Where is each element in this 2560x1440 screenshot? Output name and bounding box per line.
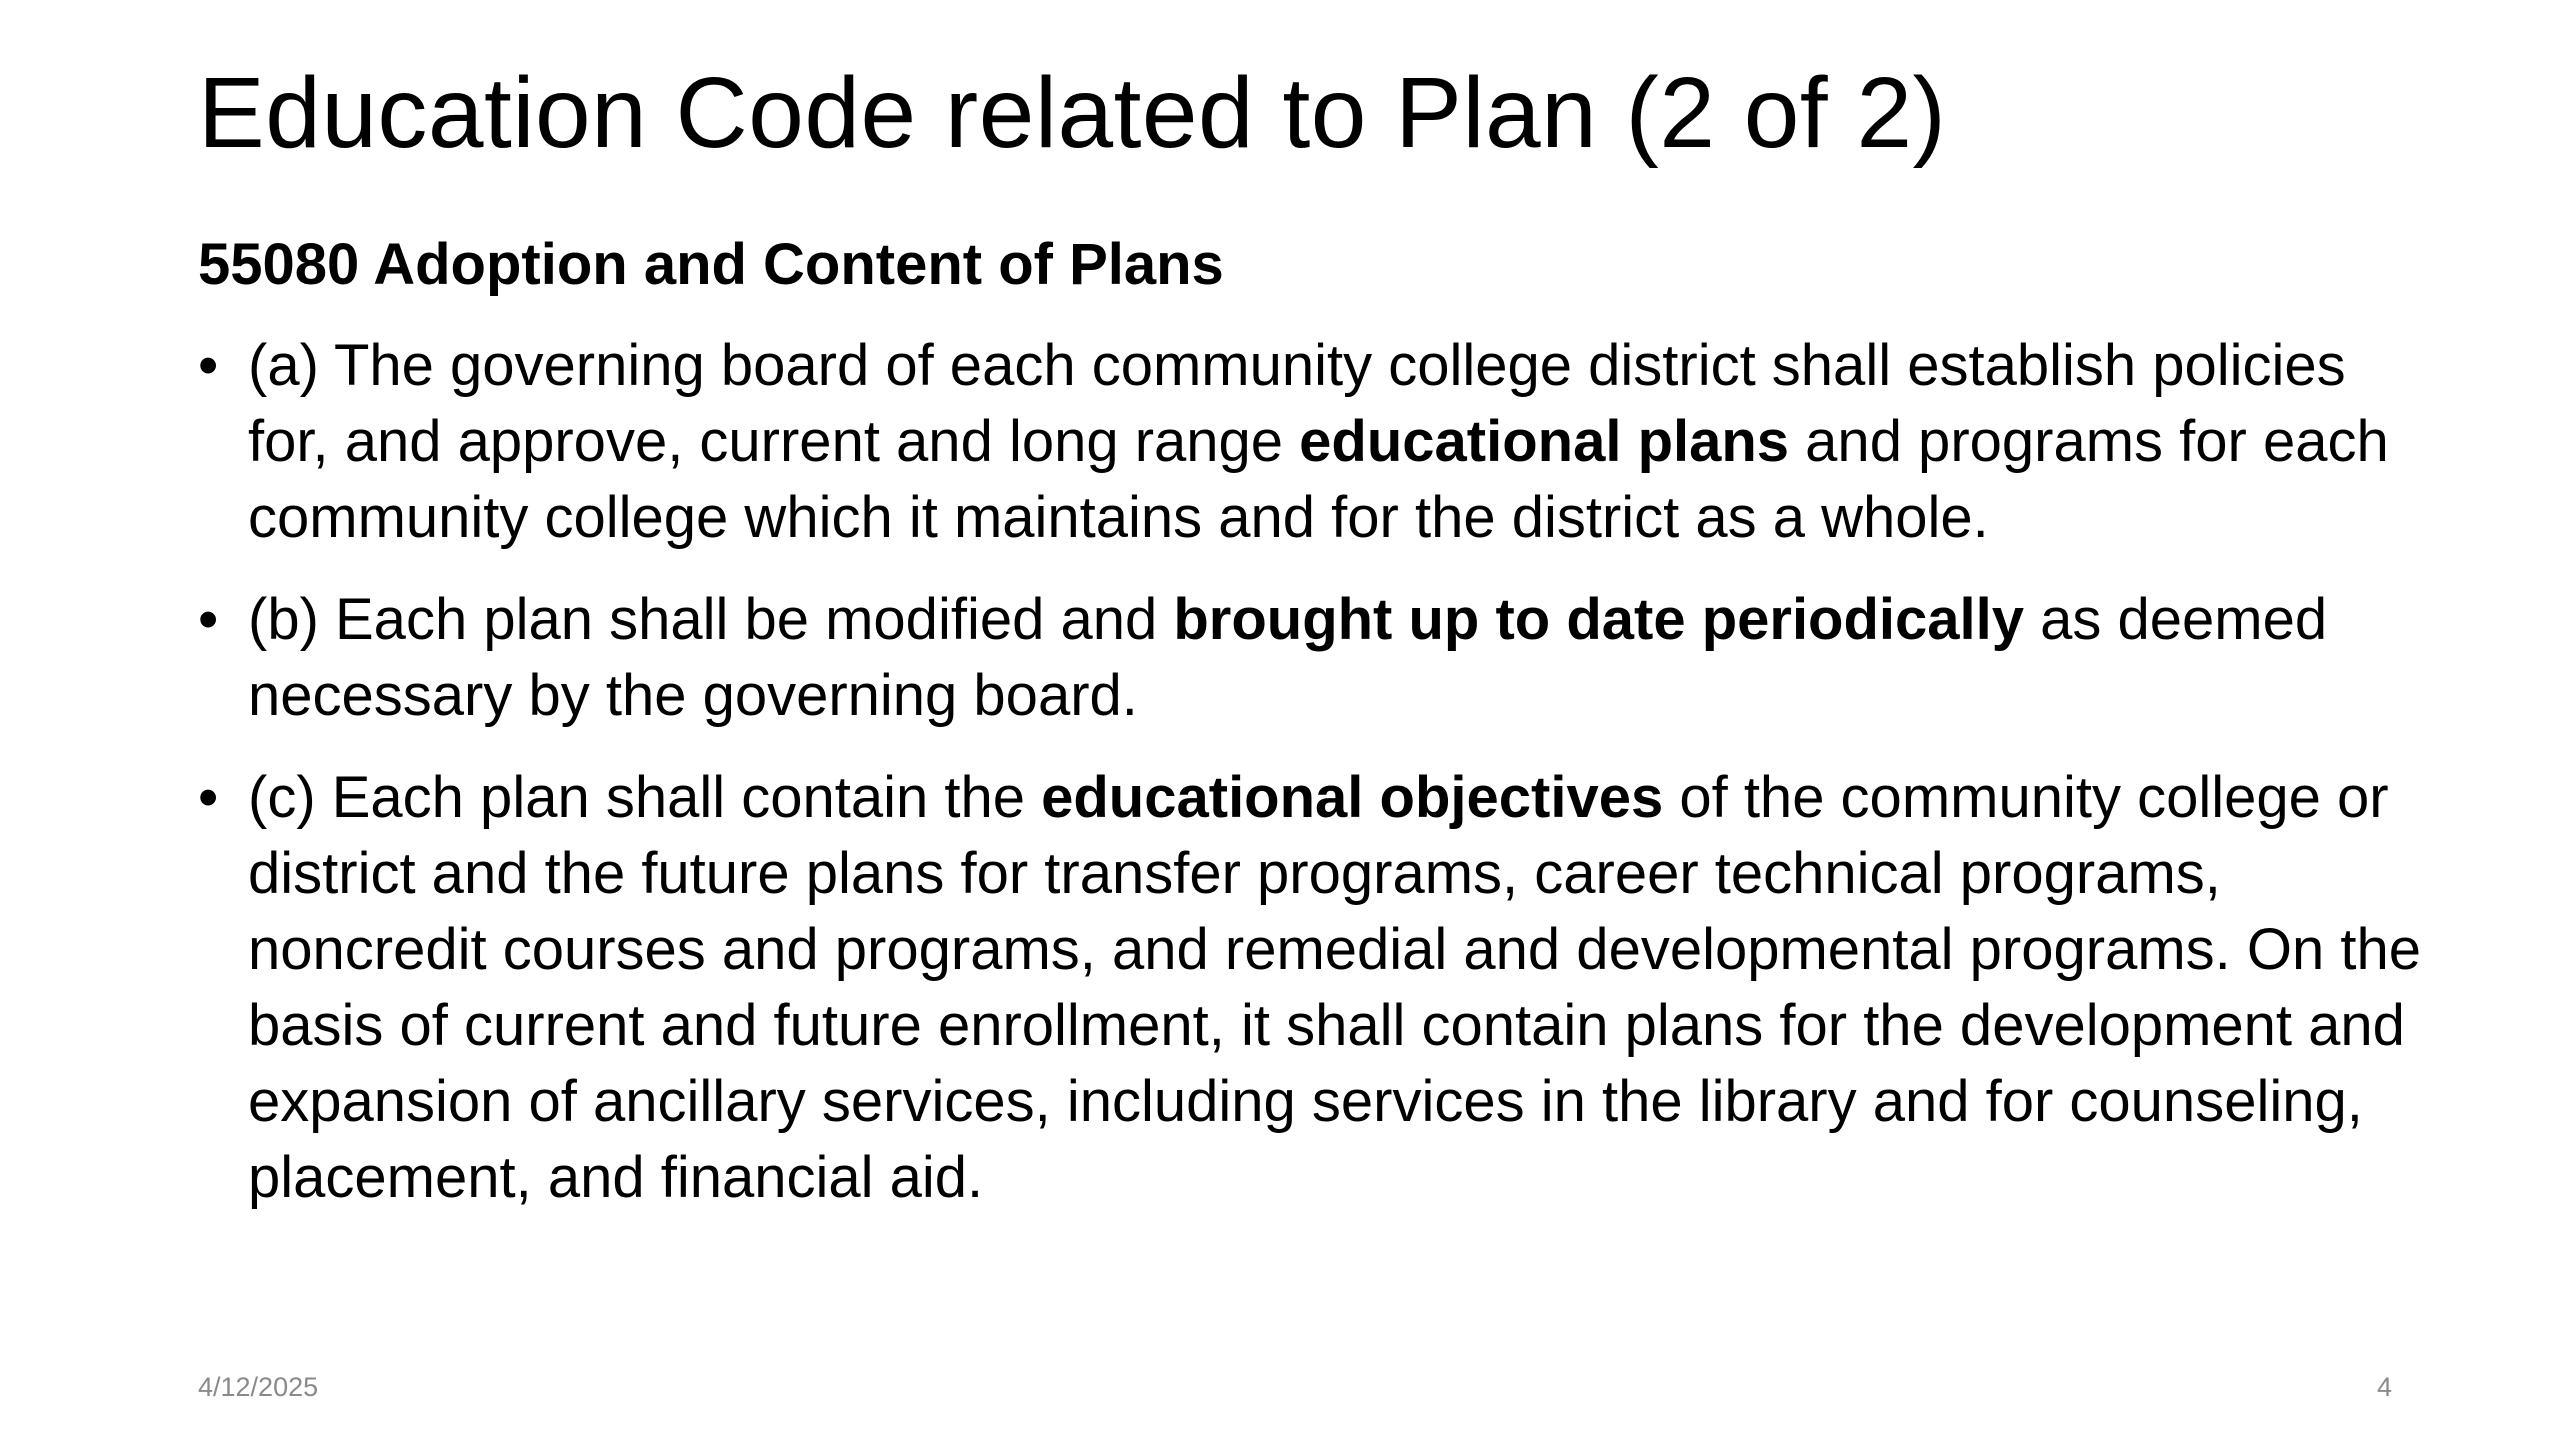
footer-date: 4/12/2025 [198,1372,319,1402]
bullet-text-a-post: and programs for each community college which it maintains and for the district as a whole. [248,409,2389,550]
slide-title: Education Code related to Plan (2 of 2) [198,57,1947,169]
bullet-icon: • [198,333,219,398]
bullet-text-a-bold: educational plans [1299,409,1790,474]
bullet-text-b-post: as deemed necessary by the governing board. [248,587,2328,728]
bullet-item-a [198,328,2428,556]
bullet-text-b-bold: brought up to date periodically [1173,587,2025,652]
bullet-text-c-post: of the community college or district and the future plans for transfer programs, career technical programs, noncredit courses and programs, and remedial and developmental programs. On the basis of current and future enrollment, it shall contain plans for the development and expansion of ancillary services, including services in the library and for counseling, placement, and financial aid. [248,765,2421,1210]
bullet-item-c [198,760,2428,1216]
bullet-icon: • [198,587,219,652]
bullet-item-b [198,582,2428,734]
bullet-text-c-bold: educational objectives [1041,765,1664,830]
bullet-list [198,328,2428,1242]
bullet-text-b-pre: (b) Each plan shall be modified and [248,587,1174,652]
bullet-icon: • [198,765,219,830]
page-number: 4 [2376,1372,2392,1402]
section-heading: 55080 Adoption and Content of Plans [198,232,1224,297]
bullet-text-a-pre: (a) The governing board of each community college district shall establish policies for, and approve, current and long range [248,333,2346,474]
bullet-text-c-pre: (c) Each plan shall contain the [248,765,1042,830]
